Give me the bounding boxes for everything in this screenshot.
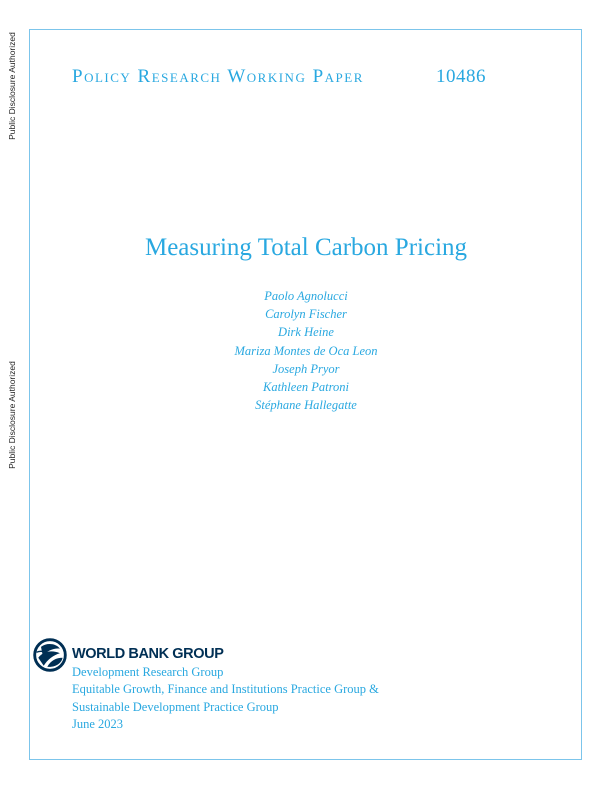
author-name: Joseph Pryor (272, 361, 340, 376)
world-bank-globe-icon (32, 637, 68, 673)
paper-title: Measuring Total Carbon Pricing (144, 234, 468, 261)
disclosure-label-top: Public Disclosure Authorized (7, 32, 17, 140)
publishing-groups (72, 664, 379, 734)
author-name: Mariza Montes de Oca Leon (234, 343, 378, 358)
disclosure-label-middle: Public Disclosure Authorized (7, 361, 17, 469)
organization-name: WORLD BANK GROUP (72, 646, 224, 662)
author-name: Stéphane Hallegatte (255, 398, 357, 413)
group-line: Sustainable Development Practice Group (72, 699, 279, 714)
author-name: Carolyn Fischer (265, 307, 347, 322)
author-name: Dirk Heine (278, 325, 334, 340)
group-line: Equitable Growth, Finance and Institutions Practice Group & (72, 682, 379, 697)
paper-number: 10486 (436, 66, 486, 87)
author-list (0, 287, 612, 414)
series-title: Policy Research Working Paper (72, 66, 364, 87)
author-name: Kathleen Patroni (263, 380, 349, 395)
group-line: Development Research Group (72, 665, 224, 679)
publication-date: June 2023 (72, 717, 124, 732)
author-name: Paolo Agnolucci (264, 289, 348, 303)
